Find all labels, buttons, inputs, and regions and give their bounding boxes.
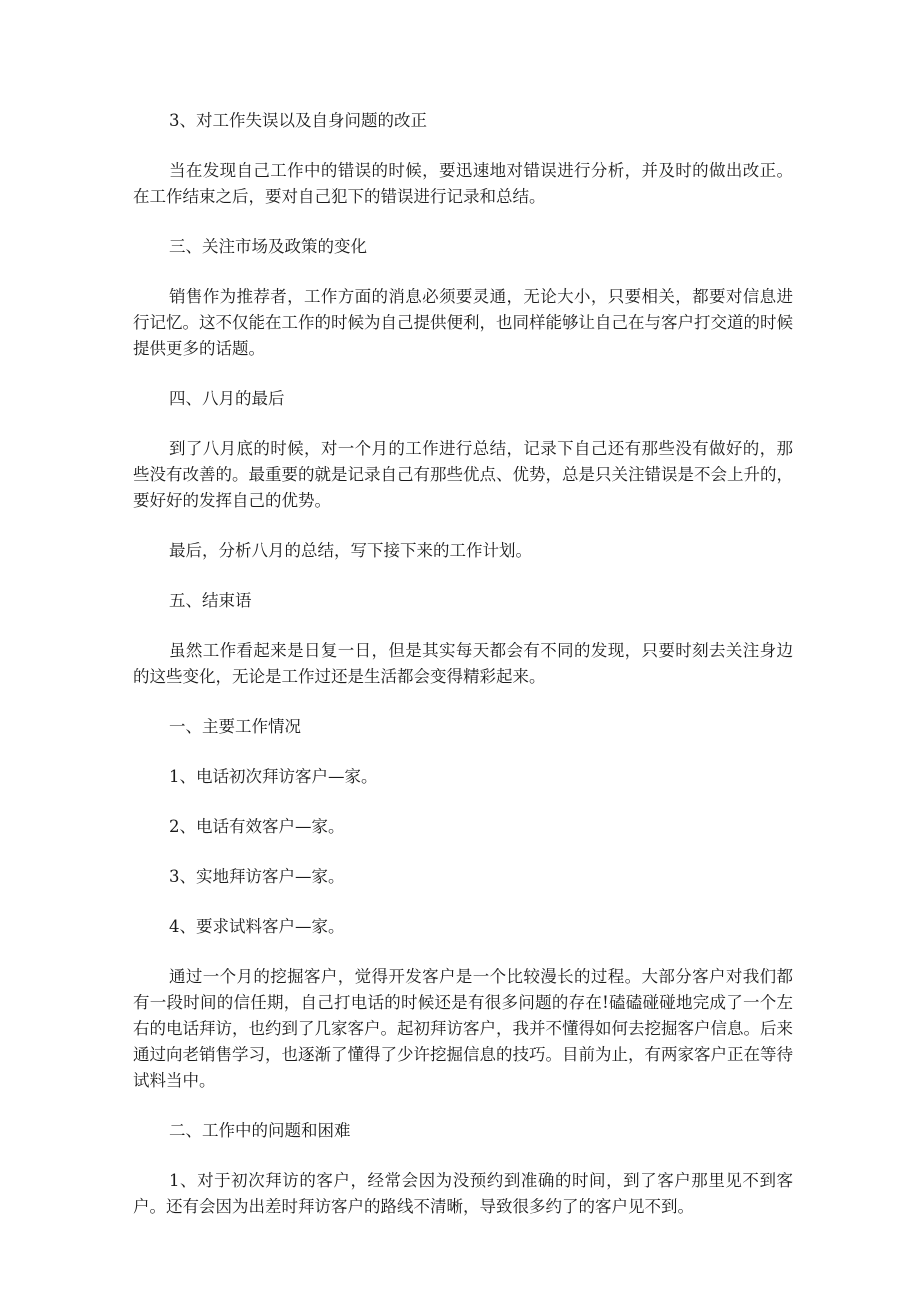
document-body bbox=[133, 108, 793, 1220]
body-paragraph: 1、对于初次拜访的客户，经常会因为没预约到准确的时间，到了客户那里见不到客户。还有会因为出差时拜访客户的路线不清晰，导致很多约了的客户见不到。 bbox=[133, 1171, 793, 1216]
section-heading: 四、八月的最后 bbox=[169, 389, 285, 408]
body-paragraph: 虽然工作看起来是日复一日，但是其实每天都会有不同的发现，只要时刻去关注身边的这些变化，无论是工作过还是生活都会变得精彩起来。 bbox=[133, 641, 793, 686]
body-paragraph: 销售作为推荐者，工作方面的消息必须要灵通，无论大小，只要相关，都要对信息进行记忆。这不仅能在工作的时候为自己提供便利，也同样能够让自己在与客户打交道的时候提供更多的话题。 bbox=[133, 287, 793, 358]
section-heading: 3、对工作失误以及自身问题的改正 bbox=[169, 111, 427, 130]
section-heading: 二、工作中的问题和困难 bbox=[169, 1121, 351, 1140]
list-item: 4、要求试料客户—家。 bbox=[169, 917, 345, 936]
section-heading: 三、关注市场及政策的变化 bbox=[169, 237, 367, 256]
section-heading: 五、结束语 bbox=[169, 591, 252, 610]
body-paragraph: 到了八月底的时候，对一个月的工作进行总结，记录下自己还有那些没有做好的，那些没有改善的。最重要的就是记录自己有那些优点、优势，总是只关注错误是不会上升的，要好好的发挥自己的优势。 bbox=[133, 439, 793, 510]
list-item: 3、实地拜访客户—家。 bbox=[169, 867, 345, 886]
list-item: 1、电话初次拜访客户—家。 bbox=[169, 767, 378, 786]
section-heading: 一、主要工作情况 bbox=[169, 717, 301, 736]
body-paragraph: 当在发现自己工作中的错误的时候，要迅速地对错误进行分析，并及时的做出改正。在工作结束之后，要对自己犯下的错误进行记录和总结。 bbox=[133, 161, 793, 206]
list-item: 2、电话有效客户—家。 bbox=[169, 817, 345, 836]
body-paragraph: 通过一个月的挖掘客户，觉得开发客户是一个比较漫长的过程。大部分客户对我们都有一段时间的信任期，自己打电话的时候还是有很多问题的存在!磕磕碰碰地完成了一个左右的电话拜访，也约到了几家客户。起初拜访客户，我并不懂得如何去挖掘客户信息。后来通过向老销售学习，也逐渐了懂得了少许挖掘信息的技巧。目前为止，有两家客户正在等待试料当中。 bbox=[133, 967, 793, 1090]
body-paragraph: 最后，分析八月的总结，写下接下来的工作计划。 bbox=[169, 541, 532, 560]
